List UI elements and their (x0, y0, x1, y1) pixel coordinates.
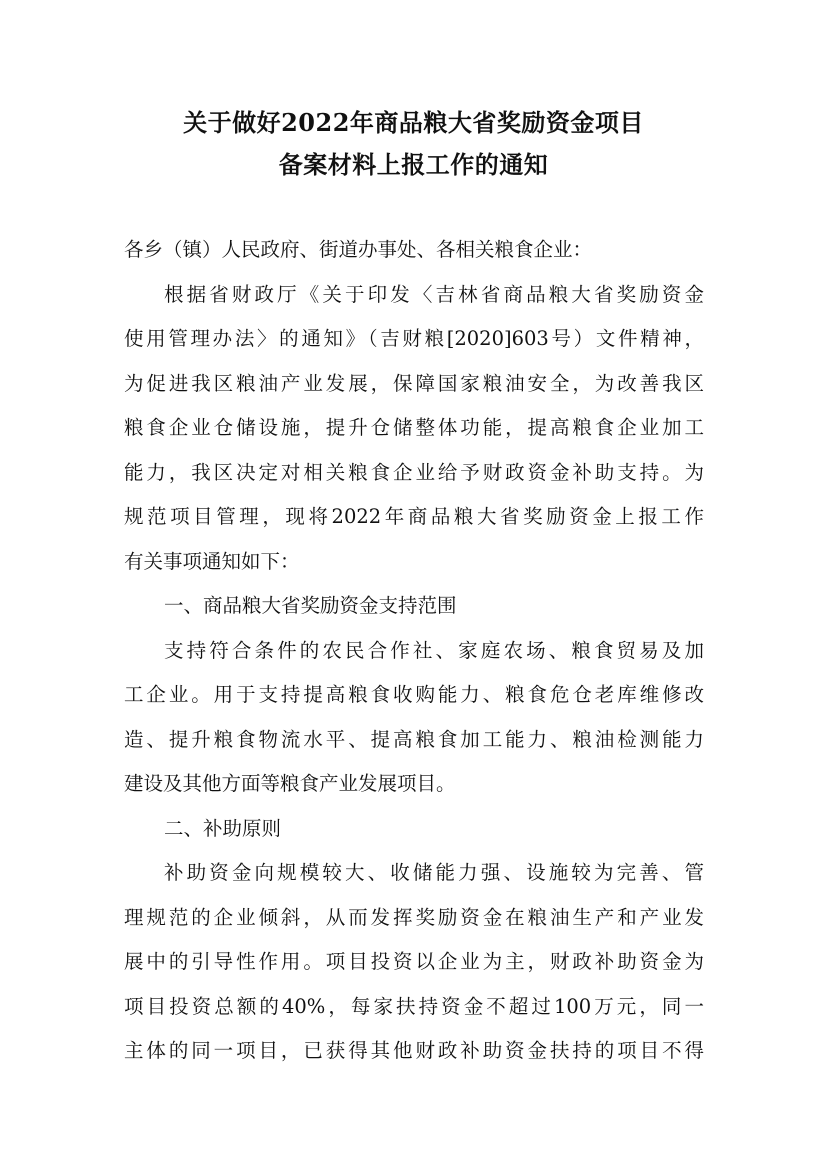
body-text-line: 有关事项通知如下： (124, 549, 300, 573)
body-text-line: 理规范的企业倾斜，从而发挥奖励资金在粮油生产和产业发 (124, 905, 704, 929)
body-text-line: 为促进我区粮油产业发展，保障国家粮油安全，为改善我区 (124, 371, 704, 395)
body-text-line: 展中的引导性作用。项目投资以企业为主，财政补助资金为 (124, 950, 704, 973)
body-text-line: 一、商品粮大省奖励资金支持范围 (164, 594, 457, 617)
body-text-line: 规范项目管理，现将2022年商品粮大省奖励资金上报工作 (124, 505, 704, 528)
body-text-line: 根据省财政厅《关于印发〈吉林省商品粮大省奖励资金 (164, 282, 704, 306)
document-title-line-1: 关于做好2022年商品粮大省奖励资金项目 (183, 108, 644, 137)
body-text-line: 使用管理办法〉的通知》（吉财粮[2020]603号）文件精神， (124, 327, 704, 350)
body-text-line: 建设及其他方面等粮食产业发展项目。 (124, 772, 456, 795)
body-text-line: 粮食企业仓储设施，提升仓储整体功能，提高粮食企业加工 (124, 416, 704, 439)
body-text-line: 各乡（镇）人民政府、街道办事处、各相关粮食企业： (124, 238, 593, 261)
body-text-line: 项目投资总额的40%，每家扶持资金不超过100万元，同一 (124, 994, 704, 1018)
body-text-line: 能力，我区决定对相关粮食企业给予财政资金补助支持。为 (124, 460, 704, 484)
body-text-line: 二、补助原则 (164, 816, 282, 840)
body-text-line: 补助资金向规模较大、收储能力强、设施较为完善、管 (164, 861, 704, 884)
body-text-line: 工企业。用于支持提高粮食收购能力、粮食危仓老库维修改 (124, 683, 704, 706)
body-text-line: 主体的同一项目，已获得其他财政补助资金扶持的项目不得 (124, 1039, 704, 1062)
document-title-line-2: 备案材料上报工作的通知 (278, 150, 549, 179)
body-text-line: 支持符合条件的农民合作社、家庭农场、粮食贸易及加 (164, 638, 704, 662)
document-body (124, 228, 704, 1074)
body-text-line: 造、提升粮食物流水平、提高粮食加工能力、粮油检测能力 (124, 727, 704, 751)
